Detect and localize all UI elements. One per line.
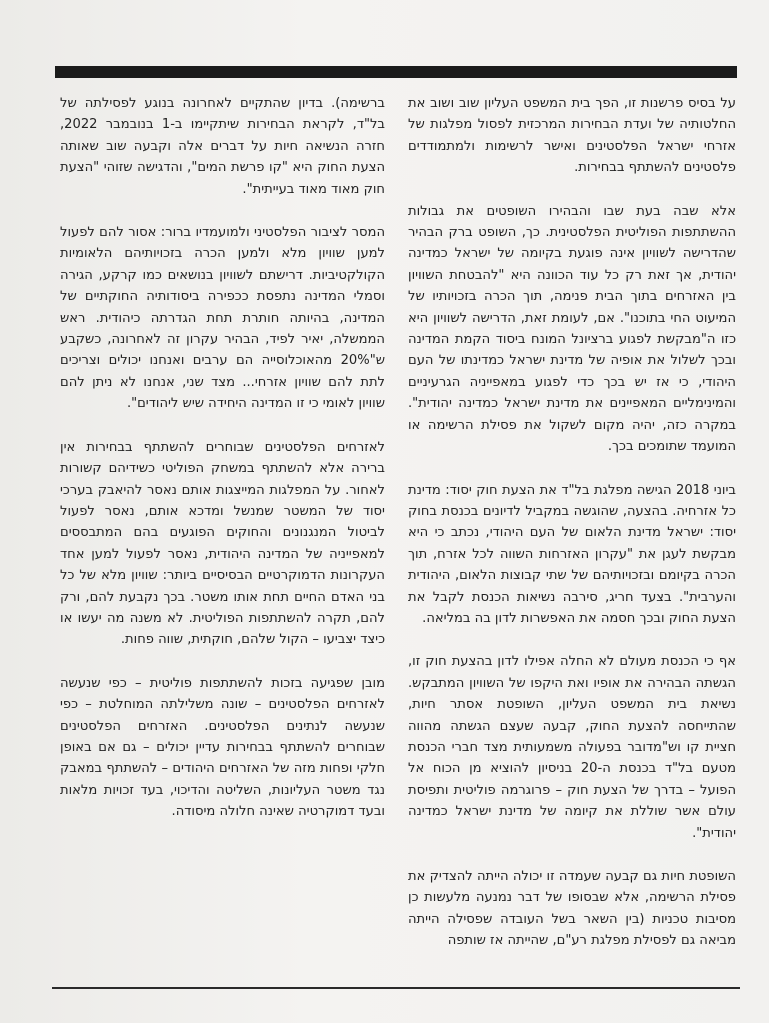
paragraph: מובן שפגיעה בזכות להשתתפות פוליטית – כפי שנעשה לאזרחים הפלסטינים – שונה משלילתה המוחלטת – כפי שנעשה לנתינים הפלסטינים. האזרחים הפלסטינים שבוחרים להשתתף בבחירות עדיין יכולים – גם אם באופן חלקי ופחות מזה של האזרחים היהודים – להשתתף במאבק נגד משטר העליונות, השליטה והדיכוי, בעד זכויות מלאות ובעד דמוקרטיה שאינה חלולה מיסודה. xyxy=(60,675,385,820)
paragraph: ברשימה). בדיון שהתקיים לאחרונה בנוגע לפסילתה של בל"ד, לקראת הבחירות שיתקיימו ב-1 בנובמבר 2022, חזרה הנשיאה חיות על דברים אלה וקבעה שוב שאותה הצעת החוק היא "קו פרשת המים", והדגישה שזוהי "הצעת חוק מאוד מאוד בעייתית". xyxy=(60,96,385,197)
paragraph: השופטת חיות גם קבעה שעמדה זו יכולה הייתה להצדיק את פסילת הרשימה, אלא שבסופו של דבר נמנעה מלעשות כן מסיבות טכניות (בין השאר בשל העובדה שפסילה הייתה מביאה גם לפסילת מפלגת רע"ם, שהייתה אז שותפה xyxy=(408,869,736,949)
paragraph: המסר לציבור הפלסטיני ולמועמדיו ברור: אסור להם לפעול למען שוויון מלא ולמען הכרה בזכויותיהם הלאומיות הקולקטיביות. דרישתם לשוויון בנושאים כמו קרקע, הגירה וסמלי המדינה נתפסת ככפירה ביסודותיה החוקתיים של המדינה, בהיותה חותרת תחת הגדרתה כיהודית. ראש הממשלה, יאיר לפיד, הבהיר עקרון זה לאחרונה, כשקבע ש"20% מהאוכלוסייה הם ערבים ואנחנו יכולים וצריכים לתת להם שוויון אזרחי... מצד שני, אנחנו לא ניתן להם שוויון לאומי כי זו המדינה היחידה שיש ליהודים". xyxy=(60,225,385,412)
paragraph: ביוני 2018 הגישה מפלגת בל"ד את הצעת חוק יסוד: מדינת כל אזרחיה. בהצעה, שהוגשה במקביל לדיונים בכנסת בחוק יסוד: ישראל מדינת הלאום של העם היהודי, נכתב כי היא מבקשת לעגן את "עקרון האזרחות השווה לכל אזרח, תוך הכרה בקיומם ובזכויותיהם של שתי קבוצות הלאום, היהודית והערבית". בצעד חריג, סירבה נשיאות הכנסת לקבל את הצעת החוק ובכך חסמה את האפשרות לדון בה במליאה. xyxy=(408,482,736,626)
left-column xyxy=(60,93,385,823)
bottom-rule xyxy=(52,987,740,989)
paragraph: אלא שבה בעת שבו והבהירו השופטים את גבולות ההשתתפות הפוליטית הפלסטינית. כך, השופט ברק הבהיר שהדרישה לשוויון אינה פוגעת בקיומה של ישראל כמדינה יהודית, אך זאת רק כל עוד הכוונה היא "להבטחת השוויון בין האזרחים בתוך הבית פנימה, תוך הכרה בזכויותיו של המיעוט החי בתוכנו". אם, לעומת זאת, הדרישה לשוויון היא כזו ה"מבקשת לפגוע ברציונל המונח ביסוד הקמת המדינה ובכך לשלול את אופיה של מדינת ישראל כמדינתו של העם היהודי, כי אז יש בכך כדי לפגוע במאפייניה הגרעיניים והמינימליים המאפיינים את מדינת ישראל כמדינה יהודית". במקרה כזה, יהיה מקום לשקול את פסילת הרשימה או המועמד שתומכים בכך. xyxy=(408,203,736,455)
paragraph: על בסיס פרשנות זו, הפך בית המשפט העליון שוב ושוב את החלטותיה של ועדת הבחירות המרכזית לפסול מפלגות של אזרחי ישראל הפלסטינים ואישר לרשימות ולמתמודדים פלסטינים להשתתף בבחירות. xyxy=(408,96,736,176)
right-column xyxy=(408,93,736,952)
paragraph: לאזרחים הפלסטינים שבוחרים להשתתף בבחירות אין ברירה אלא להשתתף במשחק הפוליטי כשידיהם קשורות לאחור. על המפלגות המייצגות אותם נאסר להיאבק בערכי יסוד של המשטר שמנשל ומדכא אותם, נאסר לפעול לביטול המנגנונים והחוקים הפוגעים בהם המתבססים למאפייניה של המדינה היהודית, נאסר לפעול למען אחד העקרונות הדמוקרטיים הבסיסיים ביותר: שוויון מלא של כל בני האדם החיים תחת אותו משטר. בכך נקבעת להם, ורק להם, תקרה להשתתפות הפוליטית. לא משנה מה יעשו או כיצד יצביעו – הקול שלהם, חוקתית, שווה פחות. xyxy=(60,439,385,648)
top-rule xyxy=(55,66,737,78)
paragraph: אף כי הכנסת מעולם לא החלה אפילו לדון בהצעת חוק זו, הגשתה הבהירה את אופיו ואת היקפו של השוויון המתבקש. נשיאת בית המשפט העליון, השופטת אסתר חיות, שהתייחסה להצעת החוק, קבעה שעצם הגשתה מהווה חציית קו וש"מדובר בפעולה משמעותית מצד חברי הכנסת מטעם בל"ד בכנסת ה-20 בניסיון להוציא מן הכוח אל הפועל – בדרך של הצעת חוק – פרוגרמה פוליטית ותפיסת עולם אשר שוללת את קיומה של מדינת ישראל כמדינה יהודית". xyxy=(408,654,736,841)
